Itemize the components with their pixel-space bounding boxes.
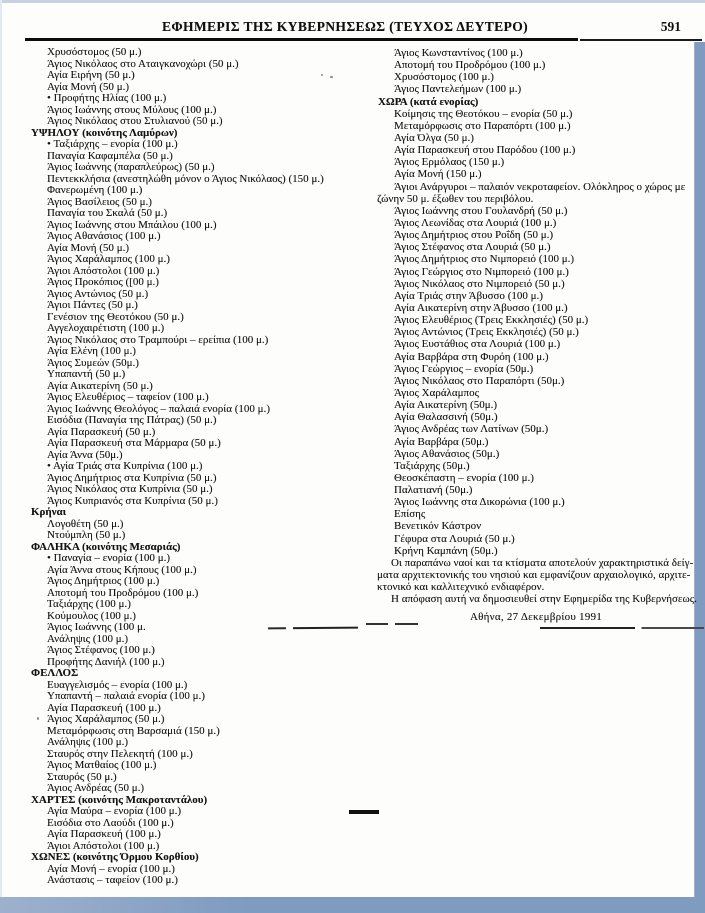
list-line: Παλατιανή (50μ.): [394, 484, 473, 497]
section-heading: ΧΩΝΕΣ (κοινότης Όρμου Κορθίου): [31, 851, 199, 863]
list-line: Άγιος Ανδρέας (50 μ.): [47, 782, 145, 794]
list-line: Αγία Μονή – ενορία (100 μ.): [47, 862, 175, 875]
list-line: Αγία Ελένη (100 μ.): [47, 345, 136, 357]
list-line: Αγία Μονή (150 μ.): [394, 168, 482, 181]
list-line: Αγία Ειρήνη (50 μ.): [47, 69, 135, 81]
list-line: Αγία Θαλασσινή (50μ.): [394, 411, 498, 424]
section-heading: ΧΑΡΤΕΣ (κοινότης Μακροταντάλου): [31, 793, 208, 806]
list-line: Άγιος Προκόπιος ([00 μ.): [47, 276, 159, 288]
list-line: Εισόδια στο Λαούδι (100 μ.): [47, 816, 174, 829]
list-line: Κρήνη Καμπάνη (50μ.): [394, 544, 498, 557]
list-line: Άγιος Νικόλαος στο Τραμπούρι – ερείπια (100 μ.): [47, 333, 269, 346]
list-line: Αγία Αικατερίνη (50 μ.): [47, 379, 153, 392]
list-line: Άγιος Δημήτριος στου Ροΐδη (50 μ.): [394, 229, 554, 242]
list-line: Ανάληψις (100 μ.): [47, 632, 129, 645]
list-line: Αποτομή του Προδρόμου (100 μ.): [394, 59, 546, 72]
paragraph-line: ματα αρχιτεκτονικής του νησιού και εμφανίζουν αρχαιολογικό, αρχιτε-: [377, 569, 691, 582]
list-line: Άγιος Κυπριανός στα Κυπρίνια (50 μ.): [47, 494, 218, 507]
list-line: Αγία Παρασκευή (100 μ.): [47, 701, 161, 714]
list-line: Άγιος Ευστάθιος στα Λουριά (100 μ.): [394, 338, 561, 351]
section-heading: ΦΕΛΛΟΣ: [31, 667, 79, 679]
list-line: Αγία Μονή (50 μ.): [47, 241, 130, 254]
list-line: Άγιος Ιωάννης στου Μπάιλου (100 μ.): [47, 218, 217, 231]
list-line: Προφήτης Δανιήλ (100 μ.): [47, 655, 165, 668]
list-line: Άγιος Χαράλαμπος (50 μ.): [47, 713, 165, 725]
list-line: Εισόδια (Παναγία της Πάτρας) (50 μ.): [47, 414, 217, 426]
paragraph-line: κτονικό και καλλιτεχνικό ενδιαφέρον.: [377, 581, 545, 594]
list-line: Άγιος Δημήτριος (100 μ.): [47, 575, 160, 587]
list-line: • Παναγία – ενορία (100 μ.): [47, 552, 171, 564]
list-line: Άγιος Νικόλαος στο Αταιγκανοχώρι (50 μ.): [47, 57, 239, 70]
section-end-dash: [349, 810, 379, 814]
list-line: Λογοθέτη (50 μ.): [47, 517, 124, 530]
list-line: Άγιος Συμεών (50μ.): [47, 356, 139, 369]
list-line: Υπαπαντή (50 μ.): [47, 368, 126, 380]
list-line: Άγιος Στέφανος στα Λουριά (50 μ.): [394, 241, 551, 254]
paragraph-line: ζώνην 50 μ. έξωθεν του περιβόλου.: [377, 192, 534, 205]
list-line: Αγία Αικατερίνη στην Άβυσσο (100 μ.): [394, 301, 568, 314]
section-heading: ΦΑΛΗΚΑ (κοινότης Μεσαριάς): [31, 540, 181, 553]
list-line: Άγιος Αντώνιος (Τρεις Εκκλησιές) (50 μ.): [394, 326, 579, 339]
list-line: Άγιοι Απόστολοι (100 μ.): [47, 264, 160, 277]
list-line: Άγιος Ιωάννης (παραπλεύρως) (50 μ.): [47, 161, 215, 173]
list-line: Αγία Παρασκευή (50 μ.): [47, 425, 156, 438]
list-line: Μεταμόρφωσις στη Βαρσαμιά (150 μ.): [47, 724, 220, 737]
list-line: Σταυρός στην Πελεκητή (100 μ.): [47, 747, 193, 760]
list-line: Άγιος Ιωάννης στα Δικορώνια (100 μ.): [394, 496, 565, 509]
list-line: Ταξιάρχης (100 μ.): [47, 598, 131, 610]
scan-artifact-underline-left: [366, 623, 418, 625]
list-line: Άγιος Ιωάννης στους Μύλους (100 μ.): [47, 103, 217, 116]
gazette-header-title: ΕΦΗΜΕΡΙΣ ΤΗΣ ΚΥΒΕΡΝΗΣΕΩΣ (ΤΕΥΧΟΣ ΔΕΥΤΕΡΟ): [161, 19, 529, 34]
list-line: Άγιος Αθανάσιος (100 μ.): [47, 230, 161, 242]
list-line: • Ταξιάρχης – ενορία (100 μ.): [47, 138, 178, 150]
scan-edge-top: [0, 0, 705, 3]
list-line: Παναγία Καφαμπέλα (50 μ.): [47, 149, 173, 162]
list-line: Άγιος Στέφανος (100 μ.): [47, 644, 155, 656]
list-line: Αποτομή του Προδρόμου (100 μ.): [47, 586, 199, 599]
list-line: Μεταμόρφωσις στο Παραπόρτι (100 μ.): [394, 119, 571, 132]
list-line: Ντούμπλη (50 μ.): [47, 529, 126, 541]
list-line: Ανάληψις (100 μ.): [47, 736, 129, 748]
list-line: Άγιος Ερμόλαος (150 μ.): [394, 156, 505, 169]
scan-artifact-underline-right: [540, 627, 704, 629]
list-line: Άγιος Ιωάννης Θεολόγος – παλαιά ενορία (100 μ.): [47, 402, 270, 415]
list-line: Επίσης: [394, 508, 426, 521]
list-line: Άγιος Δημήτριος στα Κυπρίνια (50 μ.): [47, 471, 217, 484]
list-line: • Προφήτης Ηλίας (100 μ.): [47, 92, 167, 104]
scan-noise-dot: [321, 74, 323, 76]
left-column: [30, 47, 364, 887]
list-line: Γενέσιον της Θεοτόκου (50 μ.): [47, 310, 184, 323]
list-line: Αγία Μαύρα – ενορία (100 μ.): [47, 805, 182, 817]
list-line: Ευαγγελισμός – ενορία (100 μ.): [47, 678, 188, 691]
list-line: Αγία Παρασκευή (100 μ.): [47, 828, 161, 840]
list-line: Άγιος Χαράλαμπος: [394, 386, 479, 399]
list-line: Άγιος Ιωάννης (100 μ.: [47, 621, 146, 633]
paragraph-line: Οι παραπάνω ναοί και τα κτίσματα αποτελούν χαρακτηριστικά δείγ-: [391, 556, 694, 569]
list-line: Αγία Άννα (50μ.): [47, 448, 123, 461]
list-line: Υπαπαντή – παλαιά ενορία (100 μ.): [47, 690, 205, 702]
section-heading: Κρήναι: [31, 506, 67, 518]
list-line: Άγιος Κωνσταντίνος (100 μ.): [394, 47, 523, 59]
list-line: Πεντεκκλήσια (ανεστηλώθη μόνον ο Άγιος Νικόλαος) (150 μ.): [47, 172, 324, 185]
list-line: Σταυρός (50 μ.): [47, 770, 117, 783]
list-line: Αγγελοχαιρέτιστη (100 μ.): [47, 322, 165, 334]
list-line: Παναγία του Σκαλά (50 μ.): [47, 207, 168, 219]
list-line: Άγιος Νικόλαος στου Στυλιανού (50 μ.): [47, 115, 223, 127]
list-line: Βενετικόν Κάστρον: [394, 520, 482, 533]
header-rule-right: [580, 39, 702, 41]
list-line: Ταξιάρχης (50μ.): [394, 459, 470, 472]
list-line: Κούμουλος (100 μ.): [47, 609, 136, 622]
list-line: Άγιος Νικόλαος στο Παραπόρτι (50μ.): [394, 374, 565, 387]
list-line: Άγιος Αθανάσιος (50μ.): [394, 447, 500, 460]
list-line: Ανάστασις – ταφείον (100 μ.): [47, 874, 178, 886]
list-line: Άγιος Νικόλαος στο Νιμπορειό (50 μ.): [394, 277, 565, 290]
list-line: Άγιος Παντελεήμων (100 μ.): [394, 83, 522, 96]
list-line: Άγιος Γεώργιος στο Νιμπορειό (100 μ.): [394, 265, 569, 278]
list-line: Άγιος Ανδρέας των Λατίνων (50μ.): [394, 423, 549, 436]
scan-edge-left: [0, 0, 2, 913]
list-line: Άγιος Αντώνιος (50 μ.): [47, 287, 149, 300]
list-line: Άγιος Ματθαίος (100 μ.): [47, 759, 157, 771]
list-line: Χρυσόστομος (50 μ.): [47, 46, 142, 58]
list-line: Άγιος Ελευθέριος – ταφείον (100 μ.): [47, 391, 209, 403]
section-heading: ΥΨΗΛΟΥ (κοινότης Λαμύρων): [31, 126, 178, 139]
list-line: Άγιος Βασίλειος (50 μ.): [47, 195, 152, 208]
list-line: Χρυσόστομος (100 μ.): [394, 71, 494, 84]
scan-noise-dot: [37, 717, 39, 720]
right-column: [377, 47, 695, 624]
paragraph-line: Η απόφαση αυτή να δημοσιευθεί στην Εφημερίδα της Κυβερνήσεως.: [391, 593, 697, 606]
dateline: Αθήνα, 27 Δεκεμβρίου 1991: [469, 611, 603, 624]
list-line: Αγία Αικατερίνη (50μ.): [394, 399, 498, 412]
list-line: Κοίμησις της Θεοτόκου – ενορία (50 μ.): [394, 107, 573, 120]
list-line: Άγιος Ελευθέριος (Τρεις Εκκλησιές) (50 μ.): [394, 314, 589, 327]
list-line: Αγία Όλγα (50 μ.): [394, 131, 474, 144]
section-heading: ΧΩΡΑ (κατά ενορίας): [378, 95, 479, 108]
header-rule: [25, 38, 578, 41]
list-line: Αγία Βαρβάρα (50μ.): [394, 435, 489, 448]
list-line: Άγιος Χαράλαμπος (100 μ.): [47, 253, 170, 265]
list-line: Αγία Βαρβάρα στη Φυρόη (100 μ.): [394, 350, 549, 363]
list-line: Άγιοι Απόστολοι (100 μ.): [47, 839, 160, 852]
list-line: Φανερωμένη (100 μ.): [47, 184, 143, 196]
scan-noise-dot: [330, 76, 333, 78]
list-line: • Αγία Τριάς στα Κυπρίνια (100 μ.): [47, 460, 203, 472]
list-line: Άγιος Γεώργιος – ενορία (50μ.): [394, 362, 534, 375]
list-line: Αγία Μονή (50 μ.): [47, 80, 130, 93]
list-line: Άγιος Ιωάννης στου Γουλανδρή (50 μ.): [394, 204, 568, 217]
list-line: Άγιος Νικόλαος στα Κυπρίνια (50 μ.): [47, 483, 213, 495]
list-line: Αγία Άννα στους Κήπους (100 μ.): [47, 563, 197, 576]
list-line: Αγία Παρασκευή στου Παρόδου (100 μ.): [394, 144, 576, 157]
scan-edge-right: [694, 42, 705, 913]
list-line: Άγιος Λεωνίδας στα Λουριά (100 μ.): [394, 216, 557, 229]
list-line: Θεοσκέπαστη – ενορία (100 μ.): [394, 471, 534, 484]
list-line: Άγιοι Ανάργυροι – παλαιόν νεκροταφείον. Ολόκληρος ο χώρος με: [394, 180, 686, 193]
scan-edge-bottom: [0, 897, 705, 913]
list-line: Αγία Παρασκευή στα Μάρμαρα (50 μ.): [47, 437, 221, 449]
list-line: Αγία Τριάς στην Άβυσσο (100 μ.): [394, 289, 543, 302]
page-number: 591: [660, 19, 681, 34]
list-line: Γέφυρα στα Λουριά (50 μ.): [394, 532, 515, 545]
list-line: Άγιοι Πάντες (50 μ.): [47, 299, 138, 311]
list-line: Άγιος Δημήτριος στο Νιμπορειό (100 μ.): [394, 253, 575, 266]
